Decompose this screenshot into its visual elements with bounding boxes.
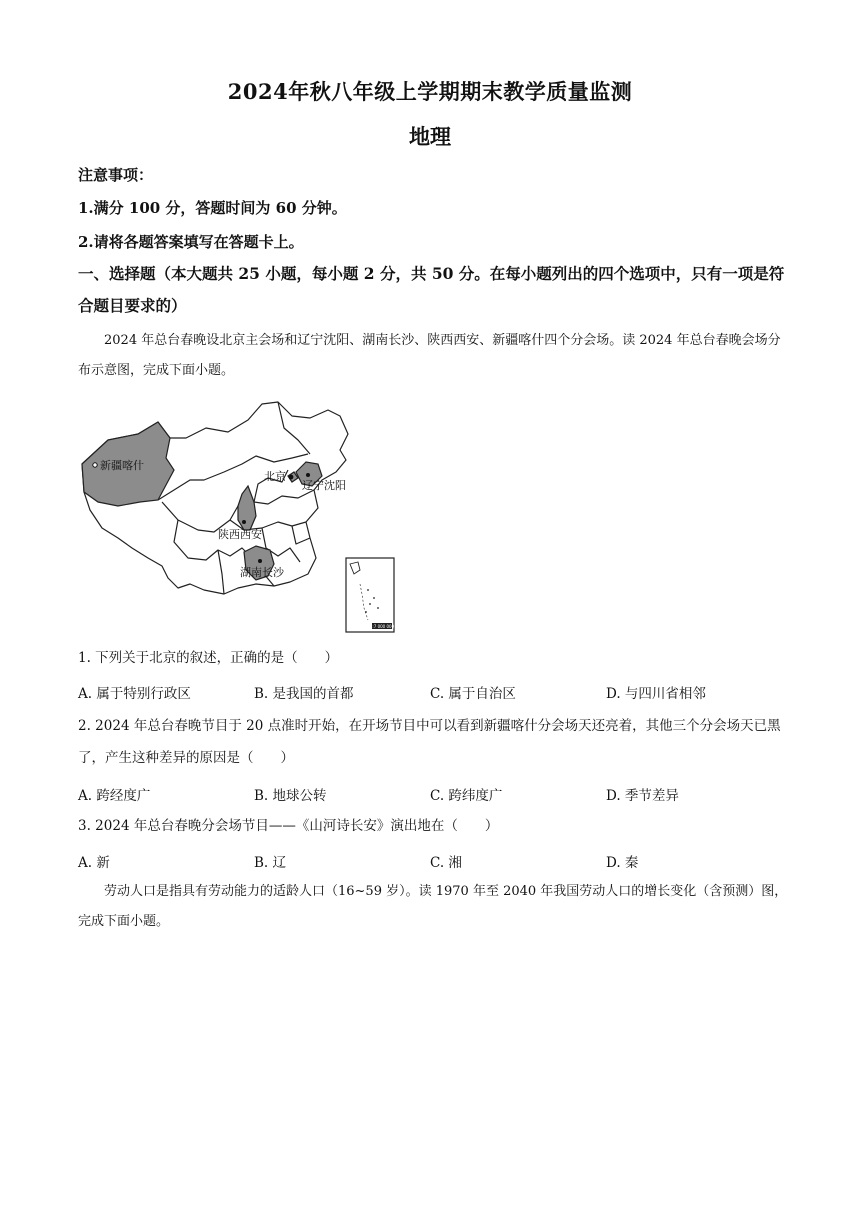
city-dot-beijing <box>289 475 294 480</box>
section-heading: 一、选择题（本大题共 25 小题，每小题 2 分，共 50 分。在每小题列出的四个选项中，只有一项是符合题目要求的） <box>78 264 785 315</box>
city-dot-changsha <box>258 559 262 563</box>
option-c[interactable]: C. 湘 <box>430 855 462 871</box>
intro-paragraph: 2024 年总台春晚设北京主会场和辽宁沈阳、湖南长沙、陕西西安、新疆喀什四个分会场。读 2024 年总台春晚会场分布示意图，完成下面小题。 <box>78 333 781 378</box>
intro-paragraph-2: 劳动人口是指具有劳动能力的适龄人口（16~59 岁）。读 1970 年至 2040 年我国劳动人口的增长变化（含预测）图，完成下面小题。 <box>78 884 788 929</box>
question-3-options <box>78 851 788 875</box>
option-c[interactable]: C. 跨纬度广 <box>430 788 503 804</box>
option-a[interactable]: A. 属于特别行政区 <box>78 686 191 702</box>
question-3: 3. 2024 年总台春晚分会场节目——《山河诗长安》演出地在（ ） <box>78 818 499 834</box>
subject-title: 地理 <box>409 124 451 149</box>
option-b[interactable]: B. 辽 <box>254 855 287 871</box>
option-b[interactable]: B. 地球公转 <box>254 788 327 804</box>
inset-scale: 1:7 000 000 <box>369 624 395 629</box>
china-map <box>78 398 398 638</box>
note-item: 1.满分 100 分，答题时间为 60 分钟。 <box>78 199 347 217</box>
note-item: 2.请将各题答案填写在答题卡上。 <box>78 233 304 251</box>
label-xinjiang: 新疆喀什 <box>100 459 144 472</box>
question-2: 2. 2024 年总台春晚节目于 20 点准时开始，在开场节目中可以看到新疆喀什分会场天还亮着，其他三个分会场天已黑了，产生这种差异的原因是（ ） <box>78 718 781 766</box>
label-liaoning: 辽宁沈阳 <box>302 479 346 492</box>
page-title: 2024年秋八年级上学期期末教学质量监测 <box>227 79 633 104</box>
map-svg <box>78 398 398 638</box>
notes-heading: 注意事项： <box>78 166 154 184</box>
option-d[interactable]: D. 与四川省相邻 <box>606 686 706 702</box>
question-1-options <box>78 682 788 706</box>
label-beijing: 北京 <box>264 470 286 483</box>
option-a[interactable]: A. 新 <box>78 855 110 871</box>
question-2-options <box>78 784 788 808</box>
option-c[interactable]: C. 属于自治区 <box>430 686 516 702</box>
option-d[interactable]: D. 季节差异 <box>606 788 679 804</box>
city-dot-shenyang <box>306 473 310 477</box>
south-china-sea-inset <box>346 558 395 632</box>
label-hunan: 湖南长沙 <box>240 566 284 579</box>
option-d[interactable]: D. 秦 <box>606 855 639 871</box>
city-dot-xian <box>242 520 246 524</box>
label-shaanxi: 陕西西安 <box>218 528 262 541</box>
city-dot-kashgar <box>93 463 97 467</box>
option-b[interactable]: B. 是我国的首都 <box>254 686 354 702</box>
option-a[interactable]: A. 跨经度广 <box>78 788 151 804</box>
question-1: 1. 下列关于北京的叙述，正确的是（ ） <box>78 650 339 666</box>
